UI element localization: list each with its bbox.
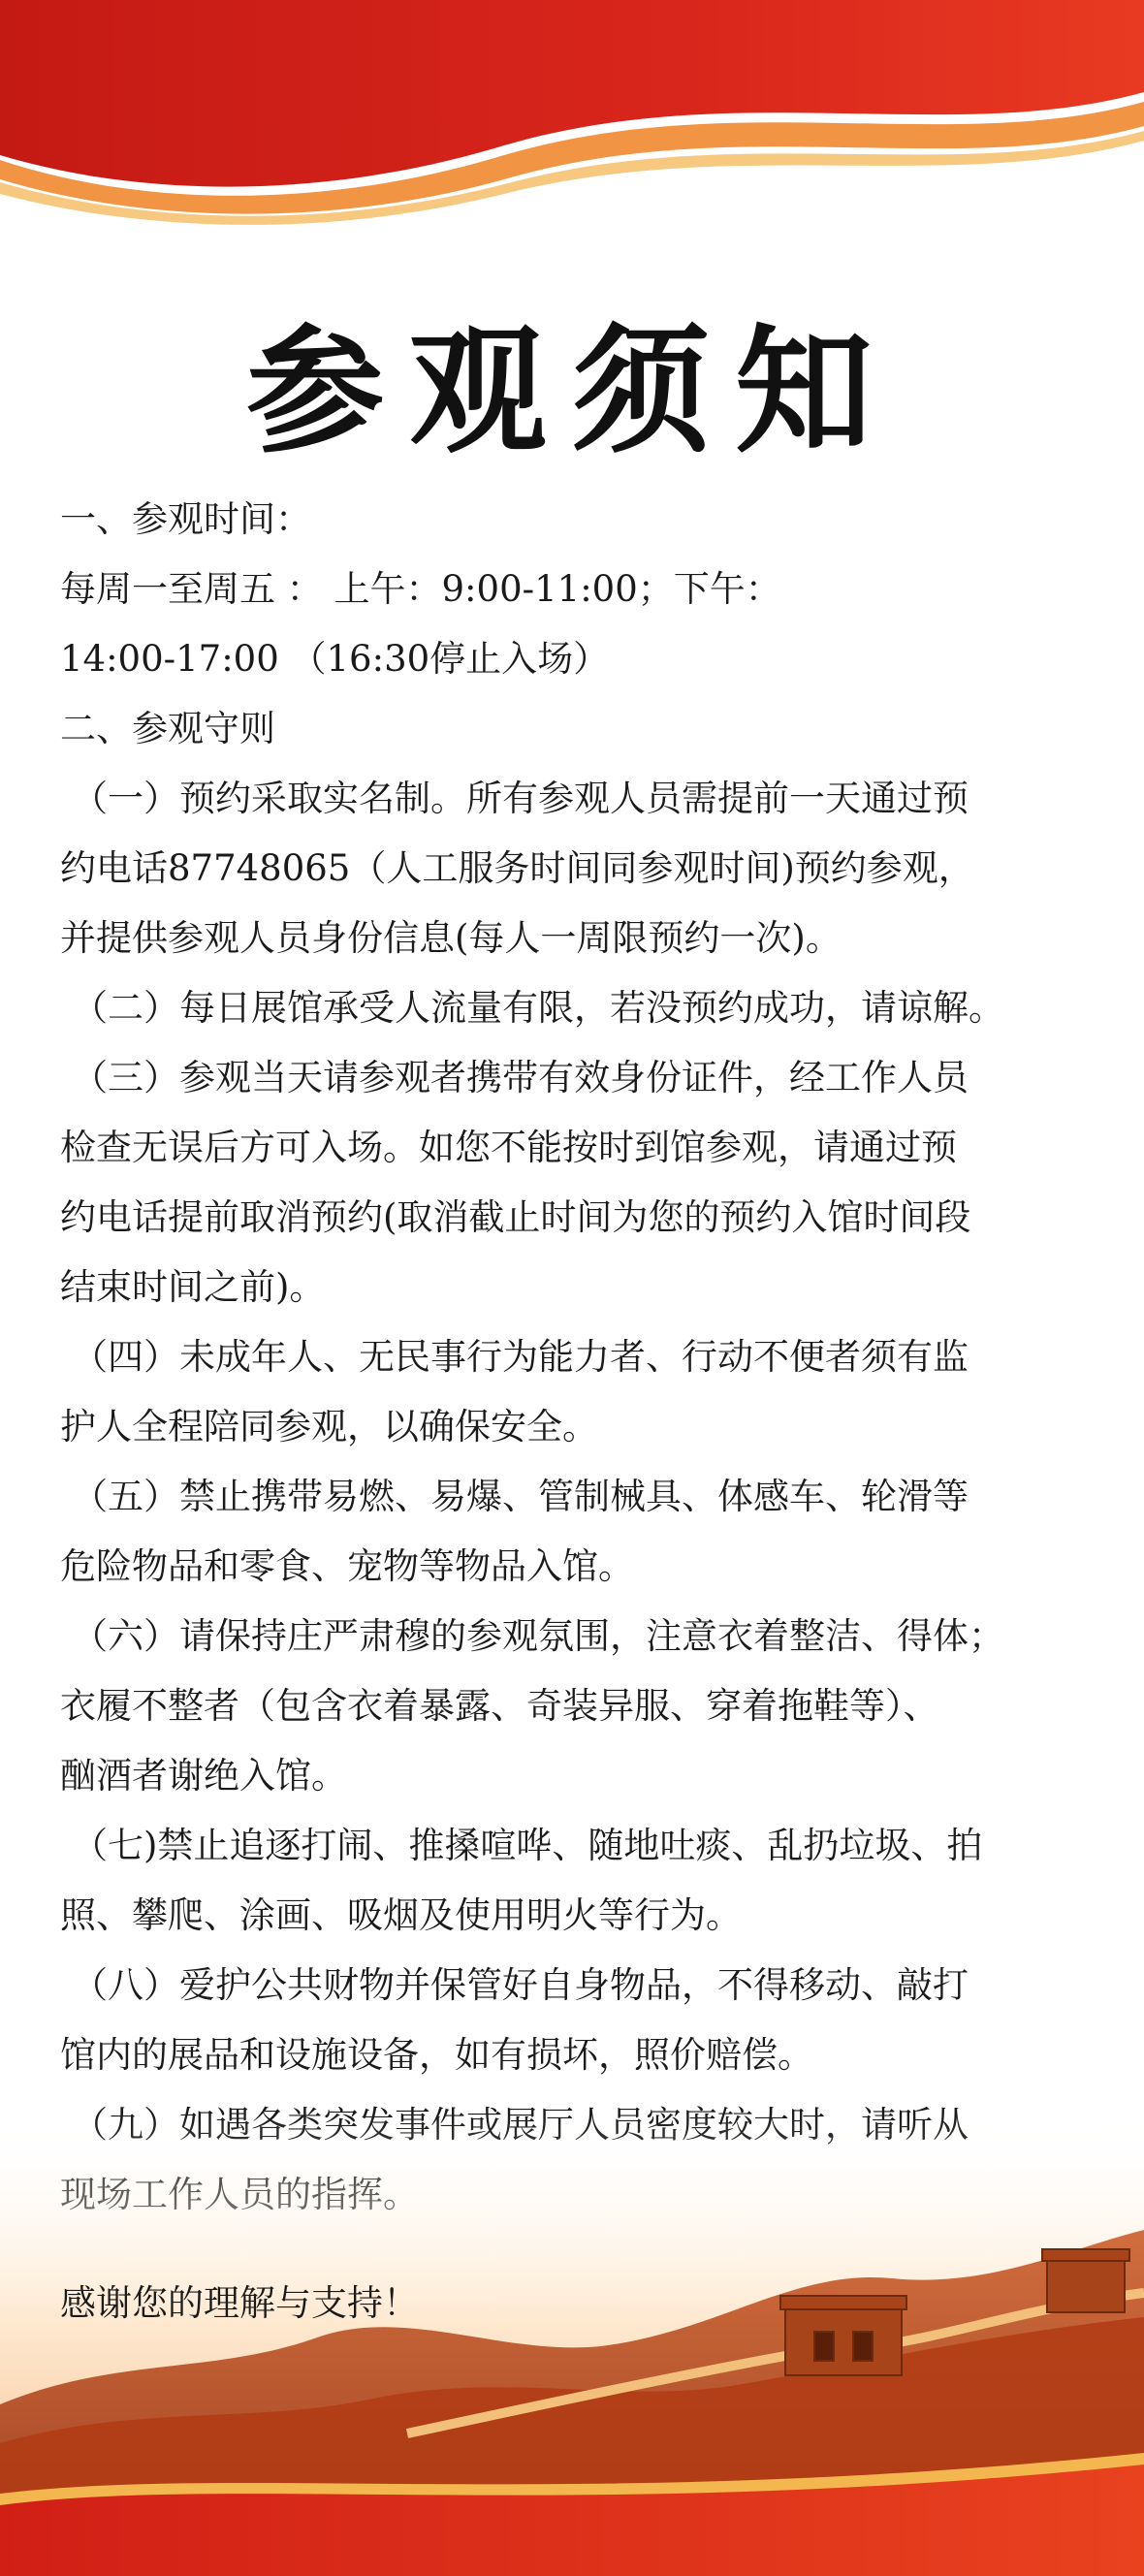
rule-item-line: 检查无误后方可入场。如您不能按时到馆参观，请通过预 bbox=[60, 1127, 957, 1168]
rule-item-line: 照、攀爬、涂画、吸烟及使用明火等行为。 bbox=[60, 1894, 742, 1936]
rule-item-line: 护人全程陪同参观，以确保安全。 bbox=[60, 1406, 598, 1447]
rule-item-line: （八）爱护公共财物并保管好自身物品，不得移动、敲打 bbox=[72, 1964, 969, 2006]
rule-item-line: （七)禁止追逐打闹、推搡喧哗、随地吐痰、乱扔垃圾、拍 bbox=[72, 1825, 983, 1866]
rule-item-line: 衣履不整者（包含衣着暴露、奇装异服、穿着拖鞋等）、 bbox=[60, 1685, 939, 1727]
rule-item-line: （六）请保持庄严肃穆的参观氛围，注意衣着整洁、得体； bbox=[72, 1615, 1004, 1657]
rule-item-line: 约电话提前取消预约(取消截止时间为您的预约入馆时间段 bbox=[60, 1196, 971, 1238]
rule-item-line: （二）每日展馆承受人流量有限，若没预约成功，请谅解。 bbox=[72, 987, 1004, 1029]
rule-item-line: （五）禁止携带易燃、易爆、管制械具、体感车、轮滑等 bbox=[72, 1476, 969, 1517]
rule-item-line: （一）预约采取实名制。所有参观人员需提前一天通过预 bbox=[72, 778, 969, 819]
rule-item-line: 并提供参观人员身份信息(每人一周限预约一次)。 bbox=[60, 917, 842, 959]
rule-item-line: 酗酒者谢绝入馆。 bbox=[60, 1755, 347, 1797]
thanks-text: 感谢您的理解与支持！ bbox=[60, 2282, 419, 2324]
rule-item-line: 约电话87748065（人工服务时间同参观时间)预约参观， bbox=[60, 847, 974, 889]
notice-content bbox=[60, 485, 1097, 2230]
section-heading-rules: 二、参观守则 bbox=[60, 708, 275, 749]
section-heading-time: 一、参观时间： bbox=[60, 498, 311, 540]
top-wave-banner bbox=[0, 0, 1144, 252]
rule-item-line: 馆内的展品和设施设备，如有损坏，照价赔偿。 bbox=[60, 2034, 813, 2076]
great-wall-illustration bbox=[0, 2114, 1144, 2576]
hours-line: 每周一至周五 ： 上午：9:00-11:00；下午： bbox=[60, 568, 781, 610]
page-title: 参观须知 bbox=[246, 312, 898, 472]
rule-item-line: （四）未成年人、无民事行为能力者、行动不便者须有监 bbox=[72, 1336, 969, 1378]
rule-item-line: 危险物品和零食、宠物等物品入馆。 bbox=[60, 1545, 634, 1587]
hours-line: 14:00-17:00 （16:30停止入场） bbox=[60, 638, 610, 680]
rule-item-line: （三）参观当天请参观者携带有效身份证件，经工作人员 bbox=[72, 1057, 969, 1098]
rule-item-line: 结束时间之前)。 bbox=[60, 1266, 326, 1308]
